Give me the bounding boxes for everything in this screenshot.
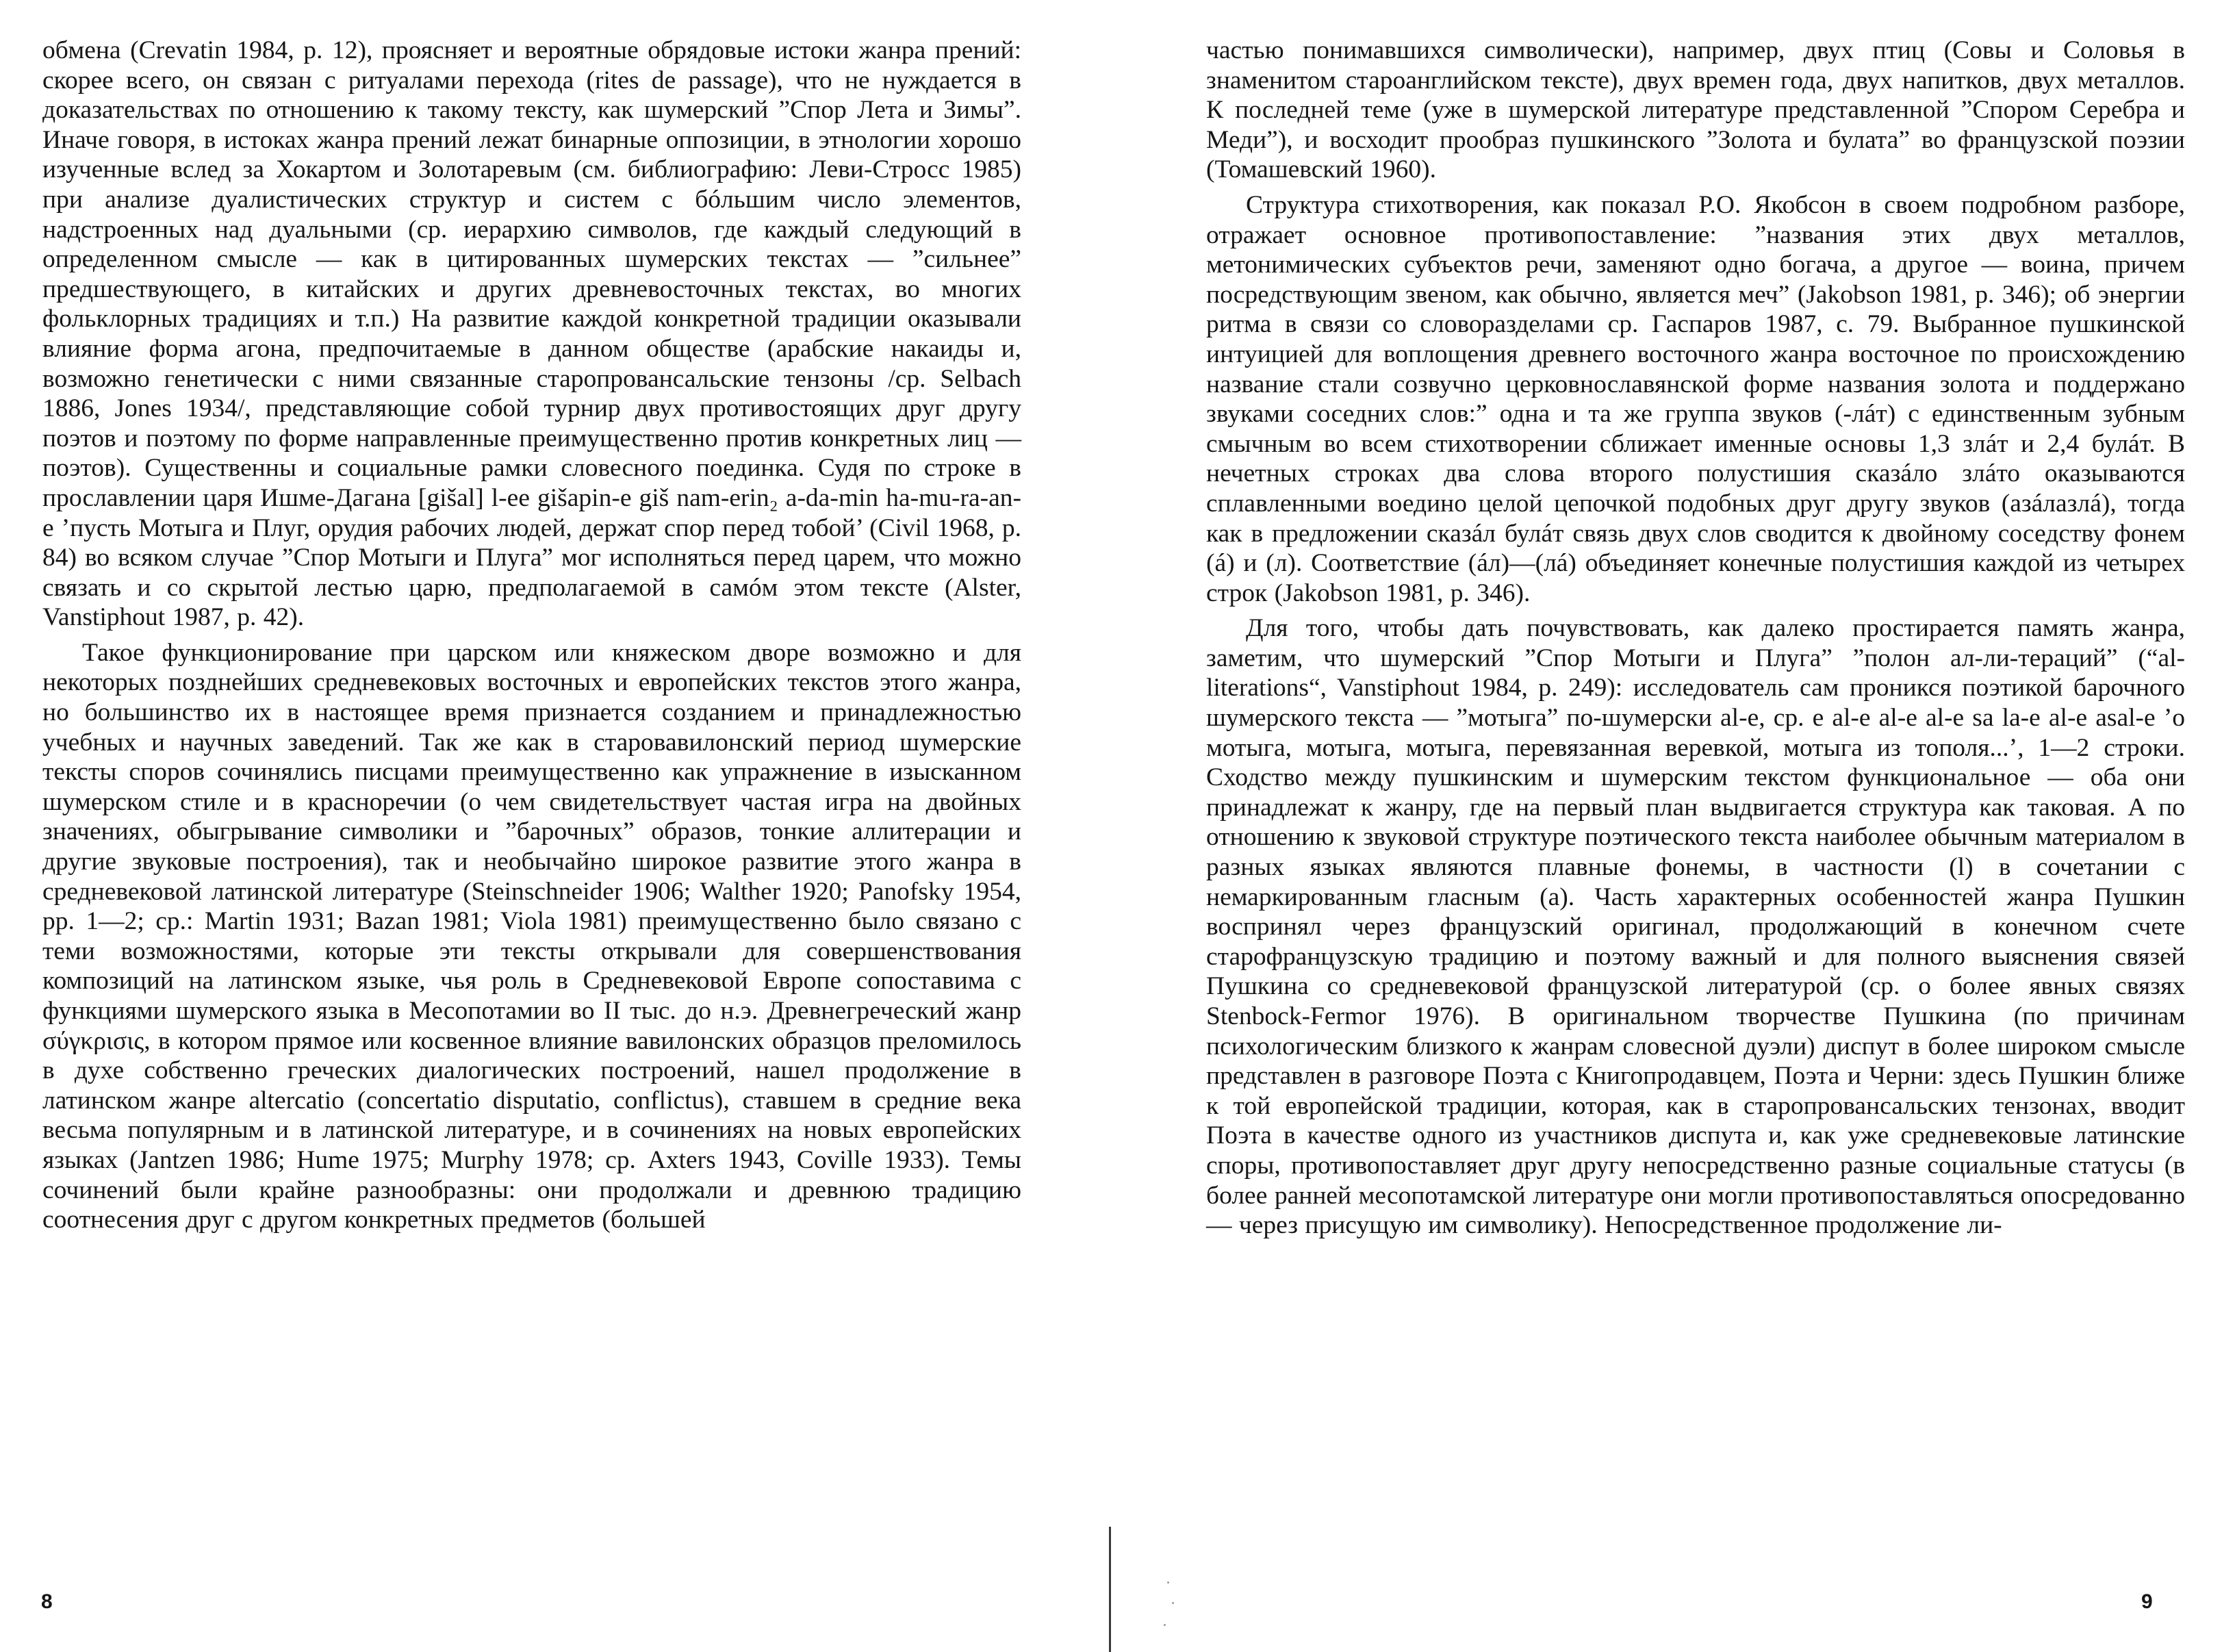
gutter-line xyxy=(1109,1527,1111,1652)
right-paragraph-1: частью понимавшихся символически), например, двух птиц (Совы и Соловья в знаменитом староанглийском тексте), двух времен года, двух напитков, двух металлов. К последней теме (уже в шумерской литературе представленной ”Спором Серебра и Меди”), и восходит прообраз пушкинского ”Золота и булата” во французской поэзии (Томашевский 1960). xyxy=(1206,36,2185,184)
scan-speck xyxy=(1164,1624,1166,1626)
right-page-number: 9 xyxy=(2141,1590,2153,1613)
left-page xyxy=(42,36,1021,1638)
right-page xyxy=(1206,36,2185,1638)
scan-speck xyxy=(1172,1602,1174,1604)
left-paragraph-2: Такое функционирование при царском или княжеском дворе возможно и для некоторых позднейших средневековых восточных и европейских текстов этого жанра, но большинство их в настоящее время признается созданием и принадлежностью учебных и научных заведений. Так же как в старовавилонский период шумерские тексты споров сочинялись писцами преимущественно как упражнение в изысканном шумерском стиле и в красноречии (о чем свидетельствует частая игра на двойных значениях, обыгрывание символики и ”барочных” образов, тонкие аллитерации и другие звуковые построения), так и необычайно широкое развитие этого жанра в средневековой латинской литературе (Steinschneider 1906; Walther 1920; Panofsky 1954, pp. 1—2; ср.: Martin 1931; Bazan 1981; Viola 1981) преимущественно было связано с теми возможностями, которые эти тексты открывали для совершенствования композиций на латинском языке, чья роль в Средневековой Европе сопоставима с функциями шумерского языка в Месопотамии во II тыс. до н.э. Древнегреческий жанр σύγκρισις, в котором прямое или косвенное влияние вавилонских образцов преломилось в духе собственно греческих диалогических построений, нашел продолжение в латинском жанре altercatio (concertatio disputatio, conflictus), ставшем в средние века весьма популярным и в латинской литературе, и в сочинениях на новых европейских языках (Jantzen 1986; Hume 1975; Murphy 1978; ср. Axters 1943, Coville 1933). Темы сочинений были крайне разнообразны: они продолжали и древнюю традицию соотнесения друг с другом конкретных предметов (большей xyxy=(42,638,1021,1234)
scan-speck xyxy=(1167,1581,1169,1584)
left-paragraph-1: обмена (Crevatin 1984, p. 12), проясняет и вероятные обрядовые истоки жанра прений: скорее всего, он связан с ритуалами перехода (rites de passage), что не нуждается в доказательствах по отношению к такому тексту, как шумерский ”Спор Лета и Зимы”. Иначе говоря, в истоках жанра прений лежат бинарные оппозиции, в этнологии хорошо изученные вслед за Хокартом и Золотаревым (см. библиографию: Леви-Стросс 1985) при анализе дуалистических структур и систем с бóльшим число элементов, надстроенных над дуальными (ср. иерархию символов, где каждый следующий в определенном смысле — как в цитированных шумерских текстах — ”сильнее” предшествующего, в китайских и других древневосточных текстах, во многих фольклорных традициях и т.п.) На развитие каждой конкретной традиции оказывали влияние форма агона, предпочитаемые в данном обществе (арабские накаиды и, возможно генетически с ними связанные старопровансальские тензоны /ср. Selbach 1886, Jones 1934/, представляющие собой турнир двух противостоящих друг другу поэтов и поэтому по форме направленные преимущественно против конкретных лиц — поэтов). Существенны и социальные рамки словесного поединка. Судя по строке в прославлении царя Ишме-Дагана [gišal] l-ee gišapin-e giš nam-erin₂ a-da-min ha-mu-ra-an-e ’пусть Мотыга и Плуг, орудия рабочих людей, держат спор перед тобой’ (Civil 1968, p. 84) во всяком случае ”Спор Мотыги и Плуга” мог исполняться перед царем, что можно связать и со скрытой лестью царю, предполагаемой в самóм этом тексте (Alster, Vanstiphout 1987, p. 42). xyxy=(42,36,1021,632)
right-paragraph-3: Для того, чтобы дать почувствовать, как далеко простирается память жанра, заметим, что шумерский ”Спор Мотыги и Плуга” ”полон ал-ли-тераций” (“al-literations“, Vanstiphout 1984, p. 249): исследователь сам проникся поэтикой барочного шумерского текста — ”мотыга” по-шумерски al-e, ср. e al-e al-e al-e sa la-e al-e asal-e ’о мотыга, мотыга, мотыга, перевязанная веревкой, мотыга из тополя...’, 1—2 строки. Сходство между пушкинским и шумерским текстом функциональное — оба они принадлежат к жанру, где на первый план выдвигается структура как таковая. А по отношению к звуковой структуре поэтического текста наиболее обычным материалом в разных языках являются плавные фонемы, в частности (l) в сочетании с немаркированным гласным (a). Часть характерных особенностей жанра Пушкин воспринял через французский оригинал, продолжающий в конечном счете старофранцузскую традицию и поэтому важный и для полного выяснения связей Пушкина со средневековой французской литературой (ср. о более явных связях Stenbock-Fermor 1976). В оригинальном творчестве Пушкина (по причинам психологическим близкого к жанрам словесной дуэли) диспут в более широком смысле представлен в разговоре Поэта с Книгопродавцем, Поэта и Черни: здесь Пушкин ближе к той европейской традиции, которая, как в старопровансальских тензонах, вводит Поэта в качестве одного из участников диспута и, как уже средневековые латинские споры, противопоставляет друг другу непосредственно разные социальные статусы (в более ранней месопотамской литературе они могли противопоставляться опосредованно — через присущую им символику). Непосредственное продолжение ли- xyxy=(1206,614,2185,1240)
right-paragraph-2: Структура стихотворения, как показал Р.О. Якобсон в своем подробном разборе, отражает основное противопоставление: ”названия этих двух металлов, метонимических субъектов речи, заменяют одно богача, а другое — воина, причем посредствующим звеном, как обычно, является меч” (Jakobson 1981, p. 346); об энергии ритма в связи со словоразделами ср. Гаспаров 1987, с. 79. Выбранное пушкинской интуицией для воплощения древнего восточного жанра восточное по происхождению название стали созвучно церковнославянской форме названия золота и поддержано звуками соседних слов:” одна и та же группа звуков (-лáт) с единственным зубным смычным во всем стихотворении сближает именные основы 1,3 злáт и 2,4 булáт. В нечетных строках два слова второго полустишия сказáло злáто оказываются сплавленными воедино целой цепочкой подобных друг другу звуков (азáлазлá), тогда как в предложении сказáл булáт связь двух слов сводится к двойному соседству фонем (á) и (л). Соответствие (áл)—(лá) объединяет конечные полустишия каждой из четырех строк (Jakobson 1981, p. 346). xyxy=(1206,190,2185,607)
left-page-number: 8 xyxy=(41,1590,53,1613)
